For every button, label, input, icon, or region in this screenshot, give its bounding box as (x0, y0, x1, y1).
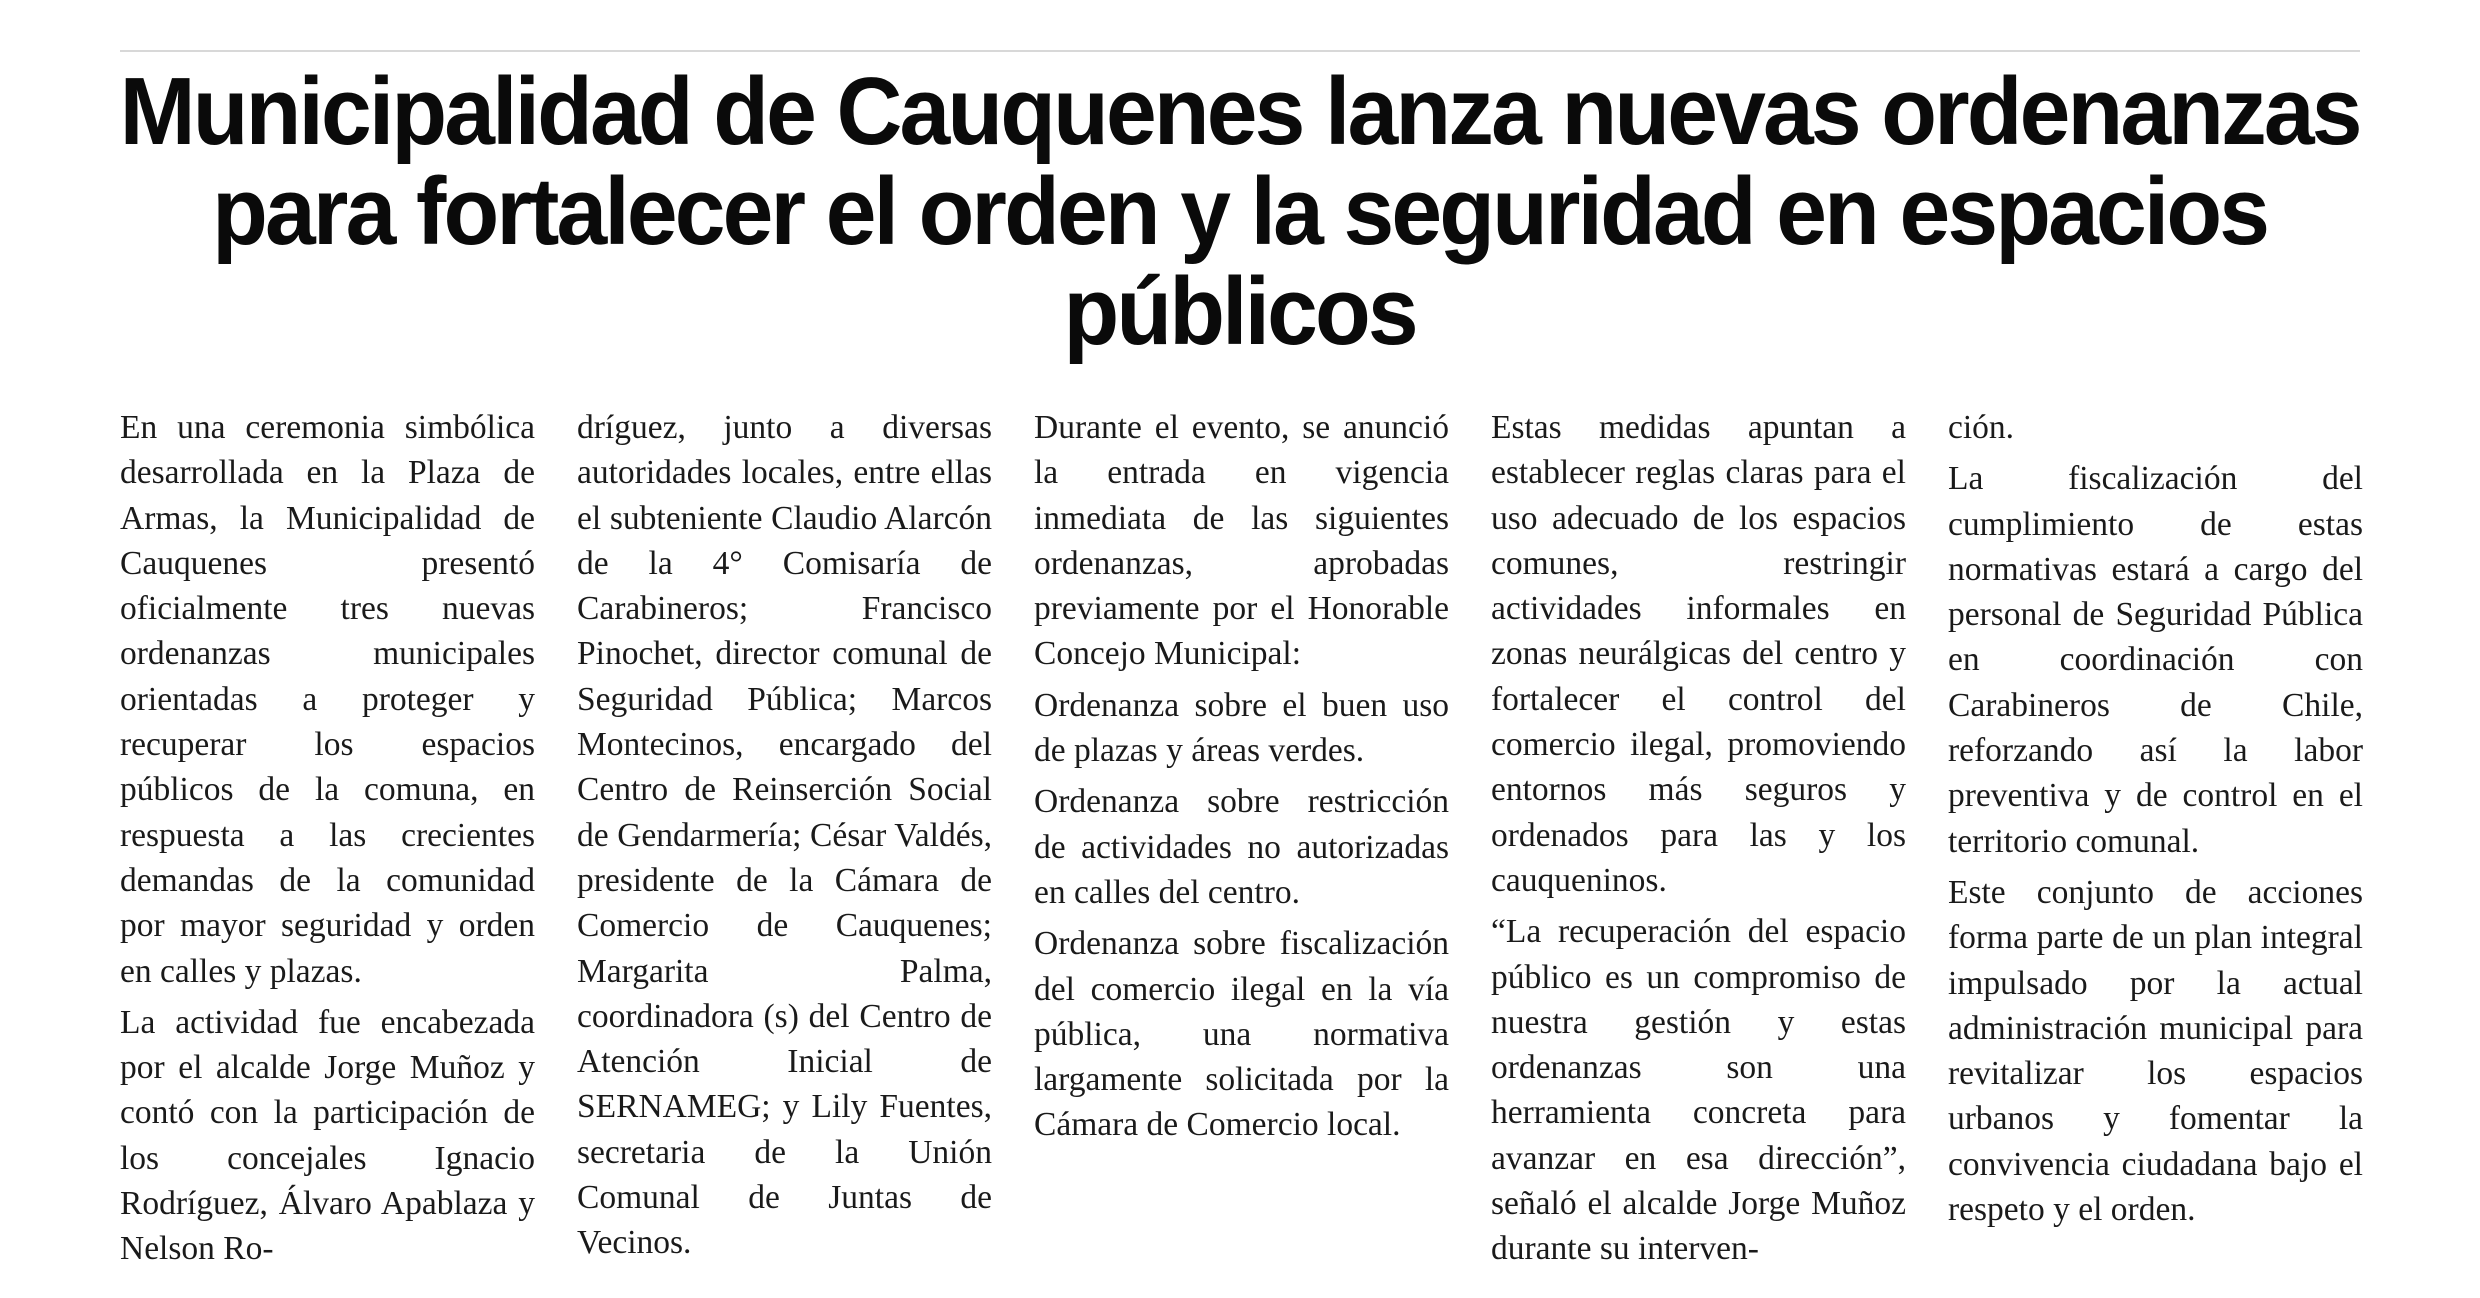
headline-line-3: públicos (1063, 258, 1417, 365)
headline-line-1: Municipalidad de Cauquenes lanza nuevas ordenanzas (119, 58, 2360, 165)
paragraph: Ordenanza sobre fiscalización del comercio ilegal en la vía pública, una normativa largamente solicitada por la Cámara de Comercio local. (1034, 925, 1449, 1144)
paragraph: En una ceremonia simbólica desarrollada en la Plaza de Armas, la Municipalidad de Cauquenes presentó oficialmente tres nuevas ordenanzas municipales orientadas a proteger y recuperar los espacios públicos de la comuna, en respuesta a las crecientes demandas de la comunidad por mayor seguridad y orden en calles y plazas. (120, 409, 535, 990)
top-rule (120, 50, 2360, 52)
paragraph: Ordenanza sobre el buen uso de plazas y áreas verdes. (1034, 686, 1449, 770)
article-column-5 (1948, 405, 2363, 1238)
paragraph: dríguez, junto a diversas autoridades locales, entre ellas el subteniente Claudio Alarcón de la 4° Comisaría de Carabineros; Francisco Pinochet, director comunal de Seguridad Pública; Marcos Montecinos, encargado del Centro de Reinserción Social de Gendarmería; César Valdés, presidente de la Cámara de Comercio de Cauquenes; Margarita Palma, coordinadora (s) del Centro de Atención Inicial de SERNAMEG; y Lily Fuentes, secretaria de la Unión Comunal de Juntas de Vecinos. (577, 409, 992, 1262)
article-body (120, 405, 2363, 1295)
article-column-1 (120, 405, 535, 1278)
headline-line-2: para fortalecer el orden y la seguridad en espacios (212, 158, 2268, 265)
article-column-3 (1034, 405, 1449, 1154)
paragraph: Durante el evento, se anunció la entrada en vigencia inmediata de las siguientes ordenanzas, aprobadas previamente por el Honorable Concejo Municipal: (1034, 409, 1449, 673)
article-column-4 (1491, 405, 1906, 1278)
paragraph: “La recuperación del espacio público es un compromiso de nuestra gestión y estas ordenanzas son una herramienta concreta para avanzar en esa dirección”, señaló el alcalde Jorge Muñoz durante su interven- (1491, 913, 1906, 1268)
article-column-2 (577, 405, 992, 1272)
paragraph: La fiscalización del cumplimiento de estas normativas estará a cargo del personal de Seguridad Pública en coordinación con Carabineros de Chile, reforzando así la labor preventiva y de control en el territorio comunal. (1948, 460, 2363, 860)
article-headline (119, 58, 2360, 365)
paragraph: ción. (1948, 409, 2015, 446)
paragraph: La actividad fue encabezada por el alcalde Jorge Muñoz y contó con la participación de los concejales Ignacio Rodríguez, Álvaro Apablaza y Nelson Ro- (120, 1003, 535, 1268)
paragraph: Ordenanza sobre restricción de actividades no autorizadas en calles del centro. (1034, 783, 1449, 911)
paragraph: Este conjunto de acciones forma parte de un plan integral impulsado por la actual administración municipal para revitalizar los espacios urbanos y fomentar la convivencia ciudadana bajo el respeto y el orden. (1948, 873, 2363, 1229)
paragraph: Estas medidas apuntan a establecer reglas claras para el uso adecuado de los espacios comunes, restringir actividades informales en zonas neurálgicas del centro y fortalecer el control del comercio ilegal, promoviendo entornos más seguros y ordenados para las y los cauqueninos. (1491, 409, 1906, 899)
